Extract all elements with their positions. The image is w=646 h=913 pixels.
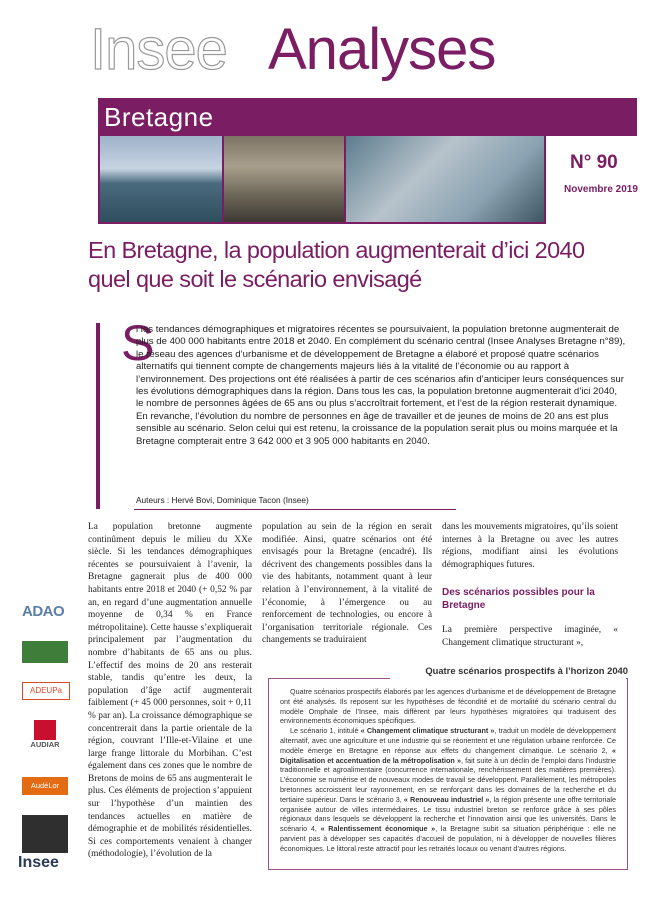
summary-accent-bar xyxy=(96,323,100,509)
harbor-photo xyxy=(100,136,222,222)
audiar-logo xyxy=(22,720,68,752)
adeupa-logo: ADEUPa xyxy=(22,682,70,700)
pedestrians-photo xyxy=(224,136,344,222)
box-text-segment: , la région présente une offre territoriale organisée autour de villes intermédiaires. Le tissu industriel breton se renforce grâce à ses pôles régionaux dans lesquels se développent la recherche et l’innovation ainsi que les universités. Dans le scénario 4, xyxy=(280,794,616,834)
authors-rule xyxy=(134,509,456,510)
box-text-segment: , traduit un modèle de développement alternatif, avec une agriculture et une industrie qui se réorientent et une régulation urbaine renforcée. Ce modèle émerge en Bretagne en réponse aux effets du changement climatique. Le scénario 2, xyxy=(280,726,617,755)
body-column-1 xyxy=(88,521,252,861)
box-paragraph-1: Quatre scénarios prospectifs élaborés par les agences d’urbanisme et de développement de Bretagne ont été analysés. Ils reposent sur les hypothèses de fécondité et de mortalité du scénario central du modèle Omphale de l’Insee, mais diffèrent par leurs hypothèses migratoires qui traduisent des environnements économiques spécifiques. xyxy=(280,687,616,726)
section-heading: Des scénarios possibles pour la Bretagne xyxy=(442,587,595,611)
region-name: Bretagne xyxy=(104,102,214,132)
adao-logo: ADAO xyxy=(22,603,65,620)
box-paragraph-2 xyxy=(280,726,616,853)
audelor-logo: AudéLor xyxy=(22,777,68,795)
box-title: Quatre scénarios prospectifs à l’horizon 2040 xyxy=(425,665,628,676)
masthead-analyses: Analyses xyxy=(268,17,496,82)
insee-logo-mark xyxy=(22,815,68,853)
body-column-3 xyxy=(442,521,618,571)
issue-date: Novembre 2019 xyxy=(564,184,638,195)
scenario-3-name: « Renouveau industriel » xyxy=(403,794,490,804)
box-text-segment: , la Bretagne subit sa situation périphérique : elle ne parvient pas à développer ses capacités d’accueil de population, ni à développer de nouvelles filières économiques. Le littoral reste attractif pour les retraités locaux ou venant d’autres régions. xyxy=(280,824,617,853)
masthead-insee: Insee xyxy=(90,17,227,82)
scenario-4-name: « Ralentissement économique » xyxy=(320,824,436,834)
box-text-segment: , fait suite à un déclin de l’emploi dans l’industrie traditionnelle et agroalimentaire (concurrence internationale, renchérissement des matières premières). L’économie se numérise et de nouveaux modes de travail se développent. Parallèlement, les métropoles bretonnes accroissent leur rayonnement, en se renforçant dans les domaines de la recherche et du tertiaire supérieur. Dans le scénario 3, xyxy=(280,755,617,804)
summary-text xyxy=(136,324,626,448)
body-paragraph-3: dans les mouvements migratoires, qu’ils soient internes à la Bretagne ou avec les autres régions, modifiant ainsi les évolutions démographiques futures. xyxy=(442,522,619,570)
scenario-1-name: « Changement climatique structurant » xyxy=(360,726,495,736)
laboratory-photo xyxy=(346,136,544,222)
box-text-segment: Le scénario 1, intitulé xyxy=(290,726,361,736)
insee-logo: Insee xyxy=(18,854,59,871)
agency-green-logo xyxy=(22,641,68,663)
box-text xyxy=(280,687,616,854)
authors-line: Auteurs : Hervé Bovi, Dominique Tacon (Insee) xyxy=(136,495,309,505)
summary-dropcap: S xyxy=(121,315,155,371)
body-paragraph-2: population au sein de la région en serait modifiée. Ainsi, quatre scénarios ont été envisagés pour la Bretagne (encadré). Ils décrivent des changements possibles dans la vie des habitants, notamment quant à leur relation à l’environnement, à la vitalité de l’économie, à l’émergence ou au renforcement de technologies, ou encore à l’organisation territoriale régionale. Ces changements se traduiraient xyxy=(262,522,432,646)
body-column-2 xyxy=(262,521,432,647)
body-paragraph-1: La population bretonne augmente continûment depuis le milieu du XXe siècle. Si les tendances démographiques récentes se poursuivaient à l’avenir, la Bretagne gagnerait plus de 400 000 habitants entre 2018 et 2040 (+ 0,52 % par an, en regard d’une augmentation annuelle moyenne de 0,34 % en France métropolitaine). Cette hausse s’expliquerait principalement par l’augmentation du nombre d’habitants de 65 ans ou plus. L’effectif des moins de 20 ans resterait stable, tandis qu’entre les deux, la population d’âge actif augmenterait faiblement (+ 45 000 personnes, soit + 0,11 % par an). La croissance démographique se concentrerait dans la partie orientale de la région, couvrant l’Ille-et-Vilaine et une large frange littorale du Morbihan. C’est également dans ces zones que le nombre de Bretons de moins de 65 ans augmenterait le plus. Ces éléments de projection s’appuient sur l’hypothèse d’un maintien des tendances actuelles en matière de démographie et de mobilités résidentielles. Si ces comportements venaient à changer (méthodologie), l’évolution de la xyxy=(88,522,252,860)
audiar-label: AUDIAR xyxy=(30,740,60,749)
summary-body: i les tendances démographiques et migratoires récentes se poursuivaient, la population bretonne augmenterait de plus de 400 000 habitants entre 2018 et 2040. En complément du scénario central (Insee Analyses Bretagne n°89), le réseau des agences d’urbanisme et de développement de Bretagne a élaboré et proposé quatre scénarios alternatifs qui tiennent compte de changements majeurs liés à la vitalité de l’économie ou au rapport à l’environnement. Des projections ont été réalisées à partir de ces scénarios afin d’anticiper leurs conséquences sur les évolutions démographiques dans la région. Dans tous les cas, la population bretonne augmenterait d’ici 2040, le nombre de personnes âgées de 65 ans ou plus s’accroîtrait fortement, et l’est de la région resterait dynamique. En revanche, l’évolution du nombre de personnes en âge de travailler et de jeunes de moins de 20 ans est plus sensible au scénario. Selon celui qui est retenu, la croissance de la population serait plus ou moins marquée et la Bretagne compterait entre 3 642 000 et 3 905 000 habitants en 2040. xyxy=(136,324,626,447)
audiar-mark-icon xyxy=(34,720,56,740)
page-title: En Bretagne, la population augmenterait d’ici 2040 quel que soit le scénario envisagé xyxy=(88,237,585,292)
body-column-3-continued xyxy=(442,624,618,649)
issue-number: N° 90 xyxy=(570,152,618,173)
scenario-2-name: « Digitalisation et accentuation de la métropolisation » xyxy=(280,745,616,765)
body-paragraph-4: La première perspective imaginée, « Changement climatique structurant », xyxy=(442,625,618,648)
